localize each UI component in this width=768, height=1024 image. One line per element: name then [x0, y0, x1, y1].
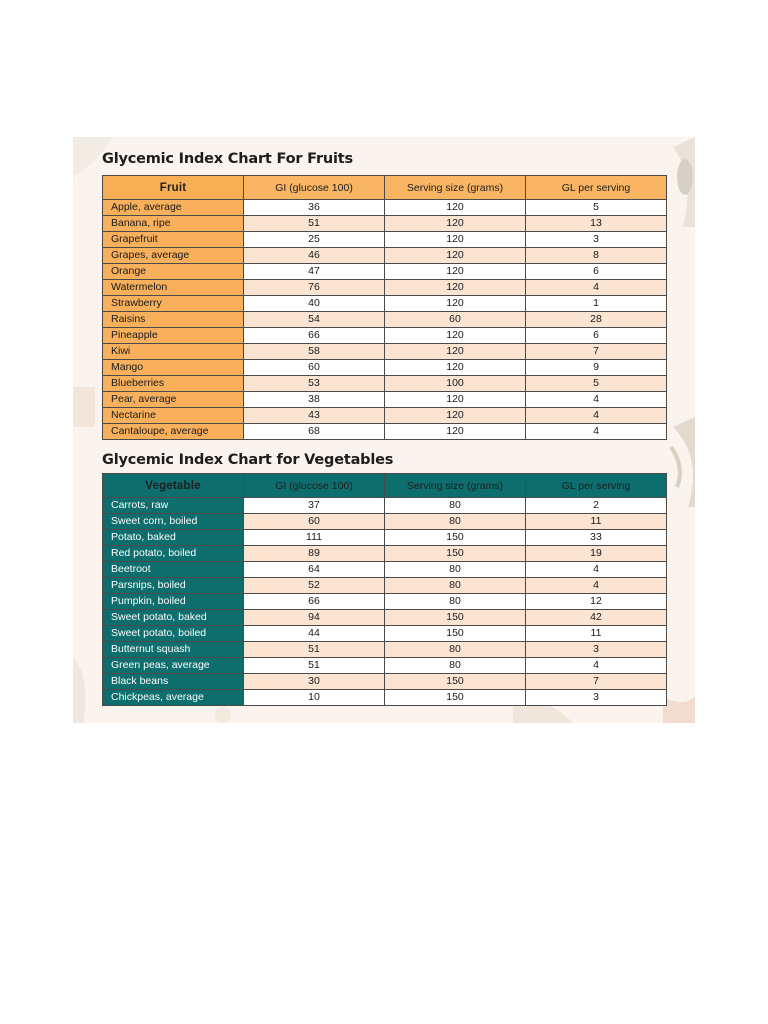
item-name-cell: Beetroot: [103, 562, 244, 578]
table-row: [103, 578, 667, 594]
gi-value-cell: 10: [244, 690, 385, 706]
table-row: [103, 546, 667, 562]
gi-value-cell: 36: [244, 200, 385, 216]
item-name-cell: Chickpeas, average: [103, 690, 244, 706]
serving-size-cell: 120: [385, 296, 526, 312]
table-row: [103, 312, 667, 328]
gl-value-cell: 1: [526, 296, 667, 312]
gi-value-cell: 76: [244, 280, 385, 296]
item-name-cell: Parsnips, boiled: [103, 578, 244, 594]
vegetable-column-header: Vegetable: [103, 474, 244, 498]
gl-value-cell: 4: [526, 392, 667, 408]
gl-value-cell: 3: [526, 232, 667, 248]
item-name-cell: Pear, average: [103, 392, 244, 408]
gi-value-cell: 60: [244, 360, 385, 376]
item-name-cell: Carrots, raw: [103, 498, 244, 514]
fruit-gi-table: [102, 175, 667, 440]
gl-column-header: GL per serving: [526, 474, 667, 498]
gl-value-cell: 42: [526, 610, 667, 626]
serving-size-cell: 150: [385, 674, 526, 690]
serving-size-cell: 80: [385, 498, 526, 514]
glycemic-index-card: [73, 137, 695, 723]
table-row: [103, 690, 667, 706]
table-row: [103, 610, 667, 626]
serving-size-cell: 120: [385, 232, 526, 248]
tables-container: [73, 137, 695, 723]
item-name-cell: Butternut squash: [103, 642, 244, 658]
table-row: [103, 248, 667, 264]
gi-column-header: GI (glucose 100): [244, 474, 385, 498]
gl-value-cell: 4: [526, 408, 667, 424]
fruit-column-header: Fruit: [103, 176, 244, 200]
gi-value-cell: 51: [244, 658, 385, 674]
serving-size-column-header: Serving size (grams): [385, 176, 526, 200]
gl-value-cell: 8: [526, 248, 667, 264]
item-name-cell: Cantaloupe, average: [103, 424, 244, 440]
item-name-cell: Kiwi: [103, 344, 244, 360]
table-row: [103, 498, 667, 514]
fruit-header-row: [103, 176, 667, 200]
serving-size-cell: 120: [385, 248, 526, 264]
gi-value-cell: 30: [244, 674, 385, 690]
serving-size-cell: 120: [385, 424, 526, 440]
table-row: [103, 594, 667, 610]
table-row: [103, 376, 667, 392]
gl-value-cell: 4: [526, 562, 667, 578]
serving-size-cell: 120: [385, 392, 526, 408]
gi-value-cell: 44: [244, 626, 385, 642]
table-row: [103, 232, 667, 248]
serving-size-cell: 150: [385, 530, 526, 546]
vegetable-gi-table: [102, 473, 667, 706]
gl-value-cell: 19: [526, 546, 667, 562]
gi-value-cell: 58: [244, 344, 385, 360]
gl-value-cell: 3: [526, 642, 667, 658]
serving-size-cell: 80: [385, 578, 526, 594]
gl-value-cell: 33: [526, 530, 667, 546]
table-row: [103, 328, 667, 344]
gl-value-cell: 13: [526, 216, 667, 232]
table-row: [103, 296, 667, 312]
serving-size-cell: 120: [385, 280, 526, 296]
gi-value-cell: 25: [244, 232, 385, 248]
table-row: [103, 216, 667, 232]
gi-value-cell: 66: [244, 594, 385, 610]
gl-value-cell: 6: [526, 328, 667, 344]
table-row: [103, 626, 667, 642]
item-name-cell: Black beans: [103, 674, 244, 690]
gl-value-cell: 4: [526, 424, 667, 440]
item-name-cell: Strawberry: [103, 296, 244, 312]
gl-value-cell: 5: [526, 200, 667, 216]
item-name-cell: Potato, baked: [103, 530, 244, 546]
serving-size-cell: 120: [385, 264, 526, 280]
gi-value-cell: 52: [244, 578, 385, 594]
table-row: [103, 392, 667, 408]
table-row: [103, 658, 667, 674]
gl-value-cell: 11: [526, 626, 667, 642]
vegetable-chart-title: Glycemic Index Chart for Vegetables: [102, 452, 394, 468]
table-row: [103, 280, 667, 296]
serving-size-cell: 120: [385, 200, 526, 216]
item-name-cell: Pineapple: [103, 328, 244, 344]
gi-value-cell: 60: [244, 514, 385, 530]
serving-size-cell: 60: [385, 312, 526, 328]
item-name-cell: Nectarine: [103, 408, 244, 424]
gl-value-cell: 2: [526, 498, 667, 514]
table-row: [103, 200, 667, 216]
serving-size-cell: 120: [385, 408, 526, 424]
gl-value-cell: 5: [526, 376, 667, 392]
gi-value-cell: 89: [244, 546, 385, 562]
gl-value-cell: 4: [526, 578, 667, 594]
gl-value-cell: 9: [526, 360, 667, 376]
serving-size-cell: 150: [385, 626, 526, 642]
item-name-cell: Pumpkin, boiled: [103, 594, 244, 610]
item-name-cell: Orange: [103, 264, 244, 280]
table-row: [103, 424, 667, 440]
table-row: [103, 674, 667, 690]
serving-size-cell: 150: [385, 690, 526, 706]
gi-value-cell: 51: [244, 642, 385, 658]
item-name-cell: Raisins: [103, 312, 244, 328]
serving-size-cell: 80: [385, 594, 526, 610]
gl-value-cell: 6: [526, 264, 667, 280]
gi-value-cell: 40: [244, 296, 385, 312]
gi-value-cell: 94: [244, 610, 385, 626]
table-row: [103, 264, 667, 280]
item-name-cell: Watermelon: [103, 280, 244, 296]
serving-size-column-header: Serving size (grams): [385, 474, 526, 498]
serving-size-cell: 150: [385, 610, 526, 626]
table-row: [103, 344, 667, 360]
serving-size-cell: 80: [385, 642, 526, 658]
gl-value-cell: 11: [526, 514, 667, 530]
item-name-cell: Blueberries: [103, 376, 244, 392]
gi-value-cell: 111: [244, 530, 385, 546]
gi-value-cell: 68: [244, 424, 385, 440]
vegetable-header-row: [103, 474, 667, 498]
gl-value-cell: 4: [526, 658, 667, 674]
serving-size-cell: 120: [385, 360, 526, 376]
item-name-cell: Grapes, average: [103, 248, 244, 264]
serving-size-cell: 80: [385, 514, 526, 530]
table-row: [103, 562, 667, 578]
gi-value-cell: 51: [244, 216, 385, 232]
table-row: [103, 514, 667, 530]
gi-value-cell: 64: [244, 562, 385, 578]
serving-size-cell: 100: [385, 376, 526, 392]
gi-value-cell: 38: [244, 392, 385, 408]
item-name-cell: Mango: [103, 360, 244, 376]
gi-value-cell: 43: [244, 408, 385, 424]
item-name-cell: Green peas, average: [103, 658, 244, 674]
gi-value-cell: 37: [244, 498, 385, 514]
fruit-chart-title: Glycemic Index Chart For Fruits: [102, 151, 353, 167]
table-row: [103, 408, 667, 424]
gi-value-cell: 53: [244, 376, 385, 392]
gl-value-cell: 7: [526, 674, 667, 690]
table-row: [103, 642, 667, 658]
gi-column-header: GI (glucose 100): [244, 176, 385, 200]
serving-size-cell: 120: [385, 216, 526, 232]
serving-size-cell: 120: [385, 344, 526, 360]
serving-size-cell: 150: [385, 546, 526, 562]
item-name-cell: Red potato, boiled: [103, 546, 244, 562]
serving-size-cell: 80: [385, 562, 526, 578]
gl-value-cell: 28: [526, 312, 667, 328]
item-name-cell: Apple, average: [103, 200, 244, 216]
gl-value-cell: 12: [526, 594, 667, 610]
item-name-cell: Sweet potato, baked: [103, 610, 244, 626]
gi-value-cell: 46: [244, 248, 385, 264]
item-name-cell: Grapefruit: [103, 232, 244, 248]
gl-column-header: GL per serving: [526, 176, 667, 200]
gl-value-cell: 3: [526, 690, 667, 706]
table-row: [103, 530, 667, 546]
gi-value-cell: 47: [244, 264, 385, 280]
serving-size-cell: 80: [385, 658, 526, 674]
serving-size-cell: 120: [385, 328, 526, 344]
gl-value-cell: 7: [526, 344, 667, 360]
item-name-cell: Banana, ripe: [103, 216, 244, 232]
table-row: [103, 360, 667, 376]
item-name-cell: Sweet potato, boiled: [103, 626, 244, 642]
item-name-cell: Sweet corn, boiled: [103, 514, 244, 530]
gi-value-cell: 66: [244, 328, 385, 344]
gi-value-cell: 54: [244, 312, 385, 328]
gl-value-cell: 4: [526, 280, 667, 296]
